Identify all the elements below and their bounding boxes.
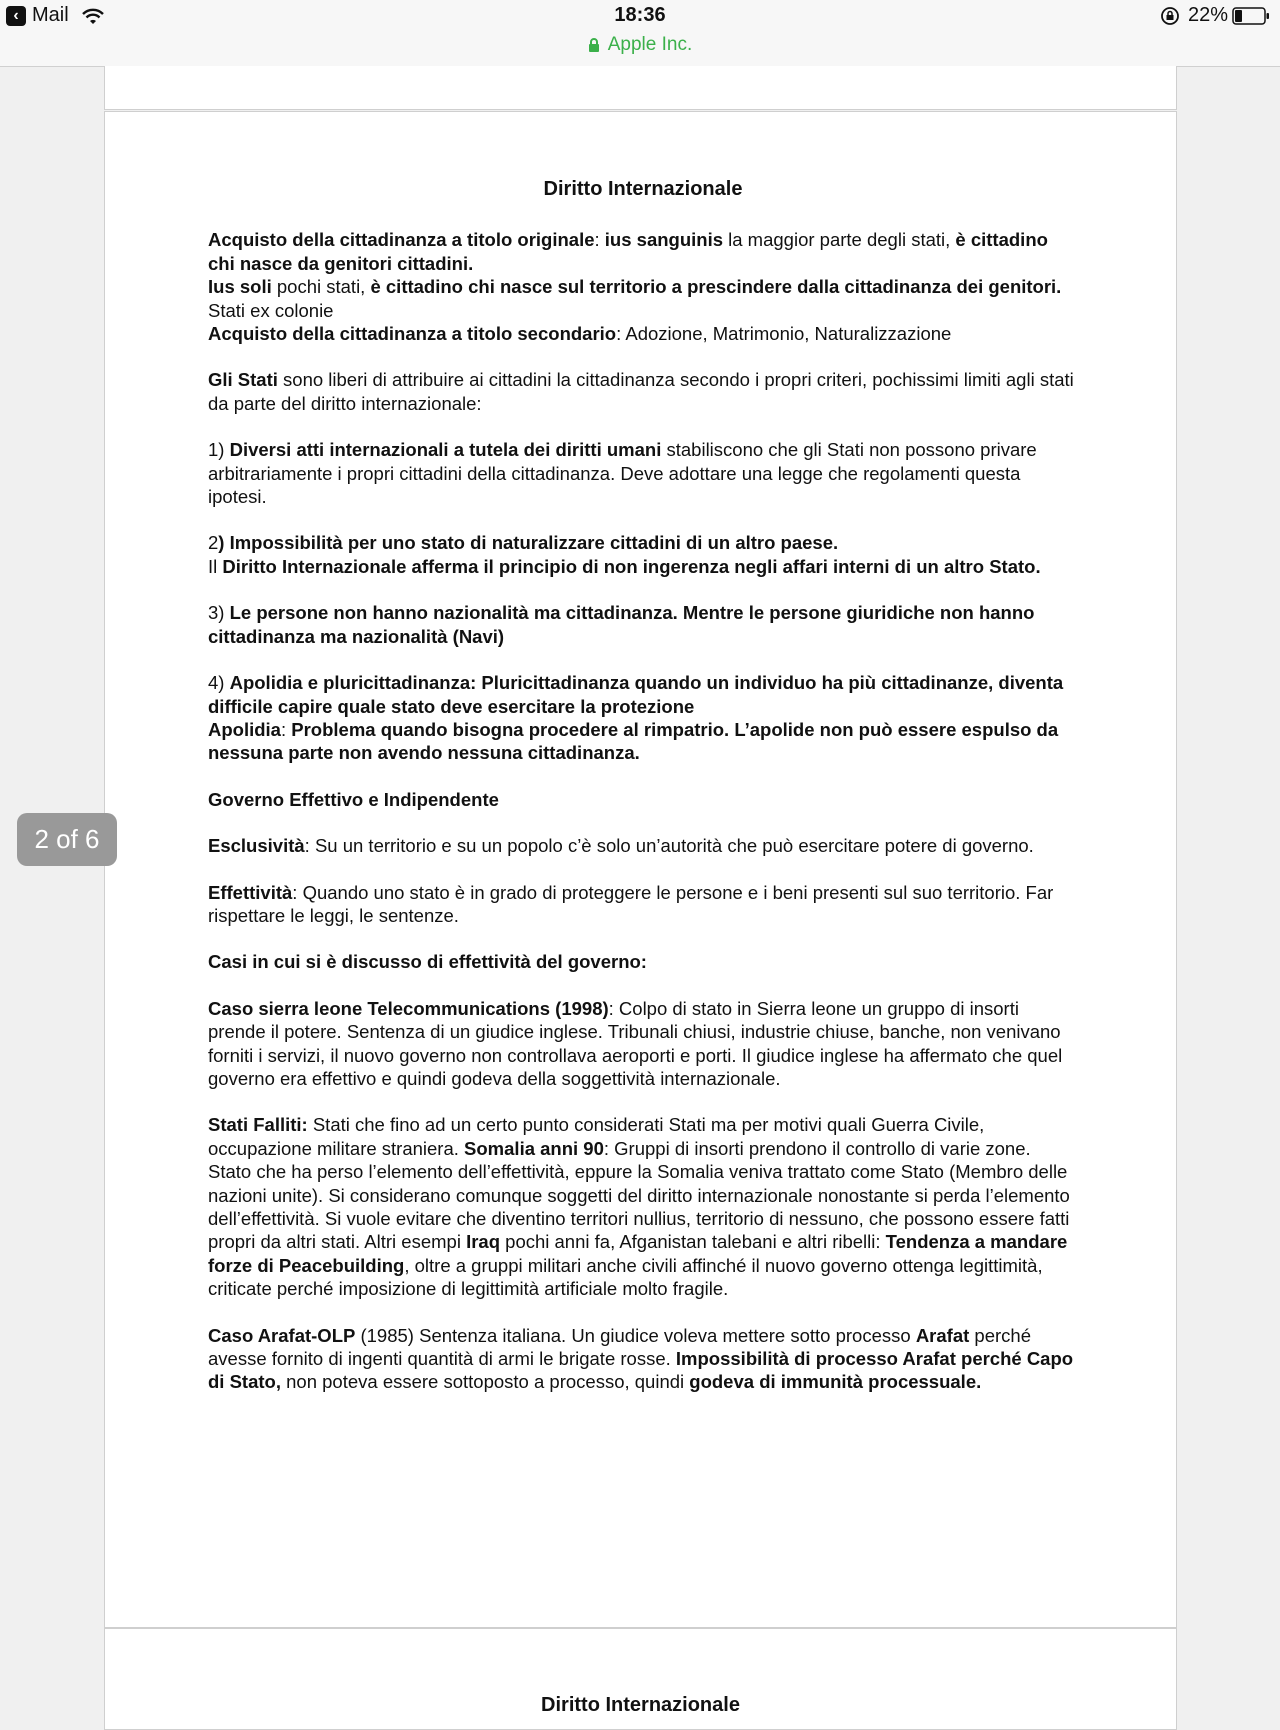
paragraph-point-3: 3) Le persone non hanno nazionalità ma cittadinanza. Mentre le persone giuridiche non hanno cittadinanza ma nazionalità (Navi) <box>208 602 1035 647</box>
lock-icon <box>588 38 600 52</box>
paragraph-point-4: 4) Apolidia e pluricittadinanza: Pluricittadinanza quando un individuo ha più cittadinanze, diventa difficile capire quale stato deve esercitare la protezione Apolidia: Problema quando bisogna procedere al rimpatrio. L’apolide non può essere espulso da nessuna parte non avendo nessuna cittadinanza. <box>208 672 1064 764</box>
document-title: Diritto Internazionale <box>543 178 743 200</box>
paragraph-point-2: 2) Impossibilità per uno stato di naturalizzare cittadini di un altro paese. Il Diritto Internazionale afferma il principio di non ingerenza negli affari interni di un altro Stato. <box>208 532 1041 577</box>
battery-icon <box>1232 7 1270 25</box>
heading-casi: Casi in cui si è discusso di effettività del governo: <box>208 951 647 973</box>
next-page <box>104 1628 1177 1730</box>
document-page <box>104 111 1177 1628</box>
heading-governo: Governo Effettivo e Indipendente <box>208 788 499 810</box>
battery-percent: 22% <box>1187 4 1228 26</box>
status-indicators <box>1160 4 1270 27</box>
clock: 18:36 <box>614 4 666 26</box>
previous-page <box>104 66 1177 110</box>
paragraph-point-1: 1) Diversi atti internazionali a tutela dei diritti umani stabiliscono che gli Stati non possono privare arbitrariamente i propri cittadini della cittadinanza. Deve adottare una legge che regolamenti questa ipotesi. <box>208 439 1037 508</box>
status-bar <box>0 0 1280 67</box>
url-label: Apple Inc. <box>607 34 693 55</box>
paragraph-sierra-leone: Caso sierra leone Telecommunications (1998): Colpo di stato in Sierra leone un gruppo di insorti prende il potere. Sentenza di un giudice inglese. Tribunali chiusi, industrie chiuse, banche, non venivano forniti i servizi, il nuovo governo non controllava aeroporti e porti. Il giudice inglese ha affermato che quel governo era effettivo e quindi godeva della soggettività internazionale. <box>208 997 1063 1089</box>
paragraph-acquisto: Acquisto della cittadinanza a titolo originale: ius sanguinis la maggior parte degli stati, è cittadino chi nasce da genitori cittadini. Ius soli pochi stati, è cittadino chi nasce sul territorio a prescindere dalla cittadinanza dei genitori. Stati ex colonie Acquisto della cittadinanza a titolo secondario: Adozione, Matrimonio, Naturalizzazione <box>208 229 1062 345</box>
rotation-lock-icon <box>1160 6 1180 26</box>
paragraph-arafat: Caso Arafat-OLP (1985) Sentenza italiana. Un giudice voleva mettere sotto processo Arafat perché avesse fornito di ingenti quantità di armi le brigate rosse. Impossibilità di processo Arafat perché Capo di Stato, non poteva essere sottoposto a processo, quindi godeva di immunità processuale. <box>208 1324 1074 1393</box>
back-app-label: Mail <box>32 4 69 26</box>
back-arrow-icon: ‹ <box>6 6 26 26</box>
paragraph-stati-falliti: Stati Falliti: Stati che fino ad un certo punto considerati Stati ma per motivi quali Guerra Civile, occupazione militare straniera. Somalia anni 90: Gruppi di insorti prendono il controllo di varie zone. Stato che ha perso l’elemento dell’effettività, eppure la Somalia veniva trattato come Stato (Membro delle nazioni unite). Si considerano comunque soggetti del diritto internazionale nonostante si perda l’elemento dell’effettività. Si vuole evitare che diventino territori nullius, territorio di nessuno, che possono essere fatti propri da altri stati. Altri esempi Iraq pochi anni fa, Afganistan talebani e altri ribelli: Tendenza a mandare forze di Peacebuilding, oltre a gruppi militari anche civili affinché il nuovo governo ottenga legittimità, criticate perché imposizione di legittimità artificiale molto fragile. <box>208 1114 1070 1300</box>
next-page-title: Diritto Internazionale <box>541 1694 740 1716</box>
page-indicator: 2 of 6 <box>17 813 117 866</box>
paragraph-esclusivita: Esclusività: Su un territorio e su un popolo c’è solo un’autorità che può esercitare potere di governo. <box>208 835 1034 857</box>
paragraph-gli-stati: Gli Stati sono liberi di attribuire ai cittadini la cittadinanza secondo i propri criteri, pochissimi limiti agli stati da parte del diritto internazionale: <box>208 369 1074 414</box>
url-bar[interactable] <box>0 34 1280 56</box>
document-content <box>208 178 1078 1417</box>
paragraph-effettivita: Effettività: Quando uno stato è in grado di proteggere le persone e i beni presenti sul suo territorio. Far rispettare le leggi, le sentenze. <box>208 881 1054 926</box>
